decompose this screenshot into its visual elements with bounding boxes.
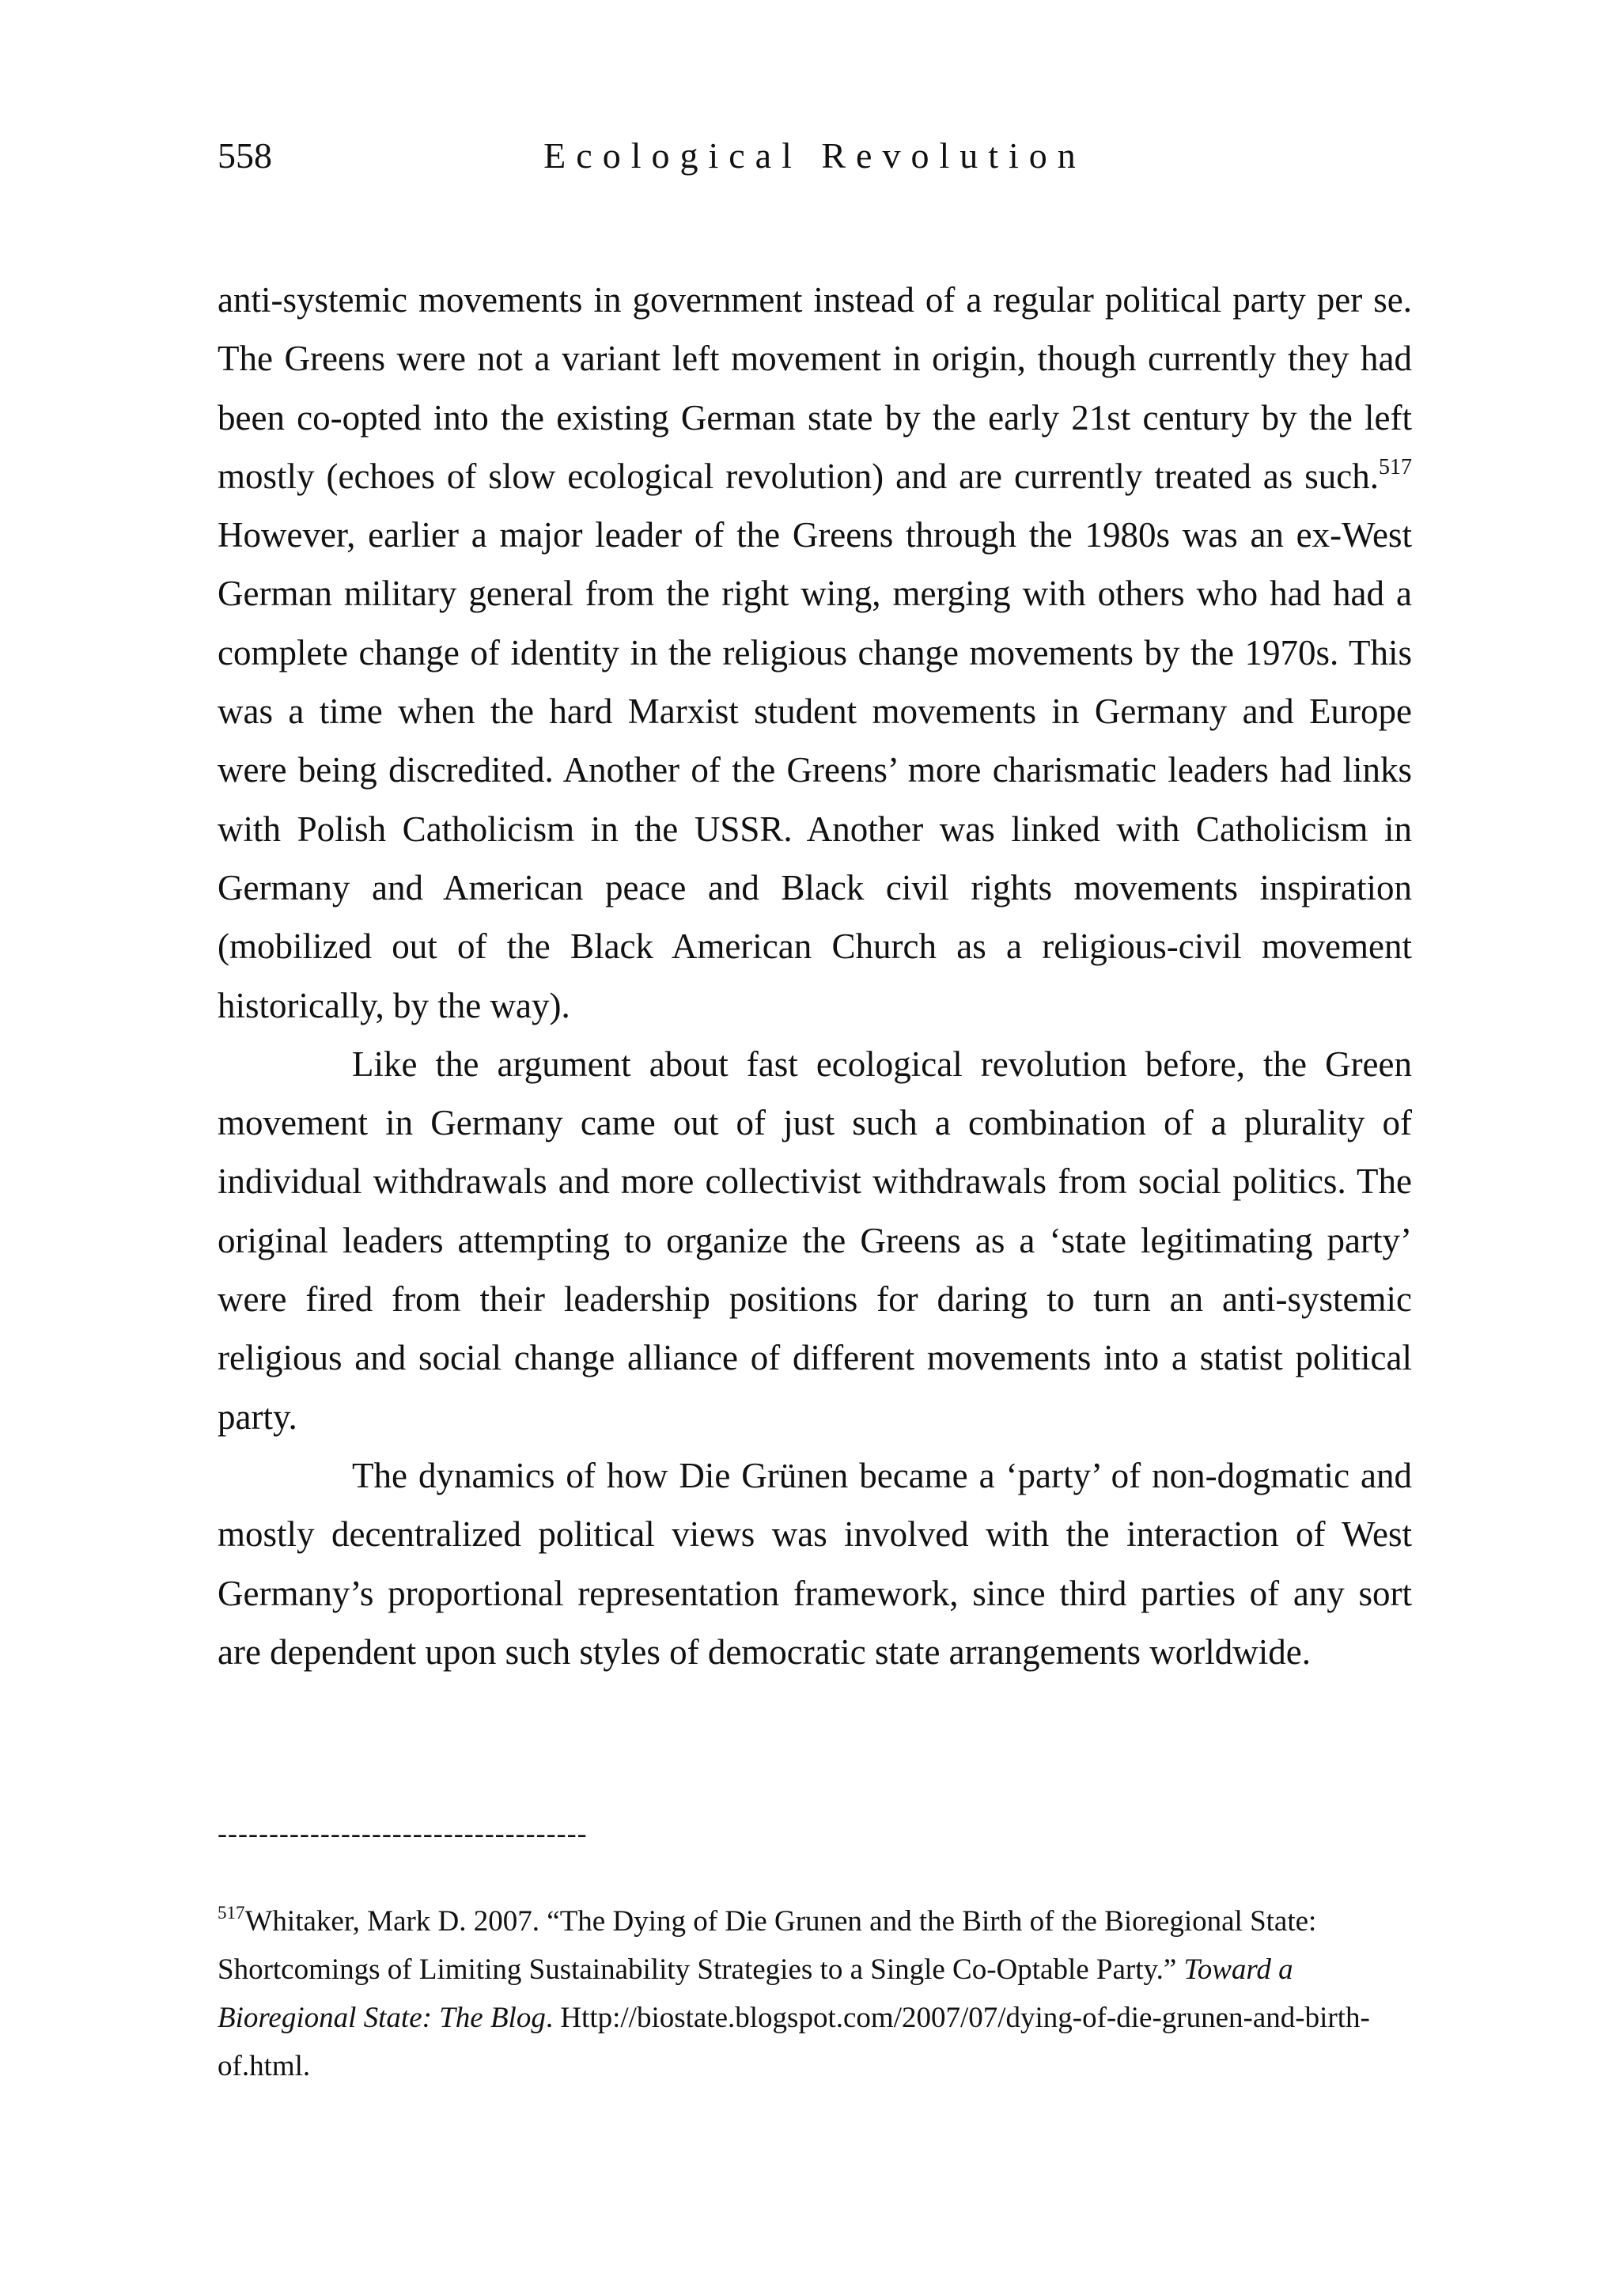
footnote-blog-title: Toward a Bioregional State: The Blog bbox=[218, 1953, 1293, 2034]
footnote-517 bbox=[218, 1897, 1412, 2090]
footnote bbox=[218, 1897, 1412, 2090]
paragraph-1-text-b: However, earlier a major leader of the Greens through the 1980s was an ex-West German military general from the right wing, merging with others who had had a complete change of identity in the religious change movements by the 1970s. This was a time when the hard Marxist student movements in Germany and Europe were being discredited. Another of the Greens’ more charismatic leaders had links with Polish Catholicism in the USSR. Another was linked with Catholicism in Germany and American peace and Black civil rights movements inspiration (mobilized out of the Black American Church as a religious-civil movement historically, by the way). bbox=[218, 515, 1412, 1025]
paragraph-1 bbox=[218, 271, 1412, 1035]
running-title: Ecological Revolution bbox=[543, 135, 1086, 176]
paragraph-3: The dynamics of how Die Grünen became a ‘party’ of non-dogmatic and mostly decentralized political views was involved with the interaction of West Germany’s proportional representation framework, since third parties of any sort are dependent upon such styles of democratic state arrangements worldwide. bbox=[218, 1455, 1412, 1672]
paragraph-1-text-a: anti-systemic movements in government instead of a regular political party per se. The Greens were not a variant left movement in origin, though currently they had been co-opted into the existing German state by the early 21st century by the left mostly (echoes of slow ecological revolution) and are currently treated as such. bbox=[218, 280, 1412, 496]
footnote-text-a: Whitaker, Mark D. 2007. “The Dying of Die Grunen and the Birth of the Bioregional State: Shortcomings of Limiting Sustainability Strategies to a Single Co-Optable Party.” bbox=[218, 1905, 1317, 1986]
footnote-reference[interactable]: 517 bbox=[1379, 454, 1412, 479]
page-number: 558 bbox=[218, 135, 272, 176]
body-text bbox=[218, 271, 1412, 1681]
paragraph-2: Like the argument about fast ecological revolution before, the Green movement in Germany came out of just such a combination of a plurality of individual withdrawals and more collectivist withdrawals from social politics. The original leaders attempting to organize the Greens as a ‘state legitimating party’ were fired from their leadership positions for daring to turn an anti-systemic religious and social change alliance of different movements into a statist political party. bbox=[218, 1044, 1412, 1437]
running-head bbox=[218, 135, 1412, 190]
footnote-number: 517 bbox=[218, 1903, 245, 1923]
footnote-text-b: . Http://biostate.blogspot.com/2007/07/dying-of-die-grunen-and-birth-of.html. bbox=[218, 2002, 1370, 2082]
footnote-separator: ------------------------------------ bbox=[218, 1817, 588, 1849]
